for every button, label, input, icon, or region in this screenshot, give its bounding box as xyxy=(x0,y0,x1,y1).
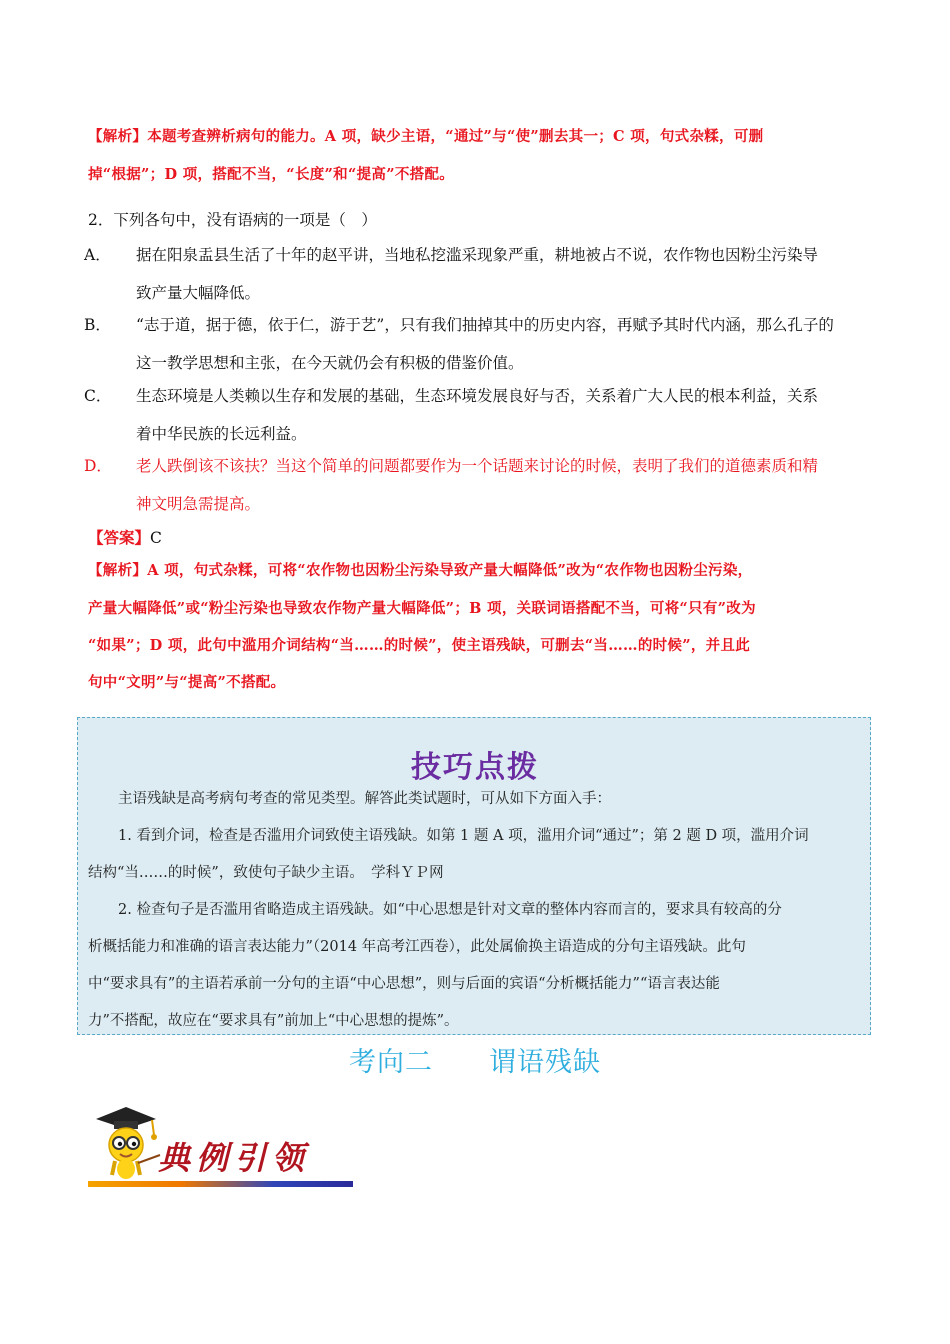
analysis-1-line-1: 【解析】本题考查辨析病句的能力。A 项，缺少主语，“通过”与“使”删去其一；C 项，句式杂糅，可删 xyxy=(88,128,764,145)
analysis-2-line-4: 句中“文明”与“提高”不搭配。 xyxy=(88,674,286,691)
answer-value: C xyxy=(150,529,162,547)
section-number: 考向二 xyxy=(349,1047,433,1078)
analysis-tag: 【解析】 xyxy=(88,129,148,145)
option-a: A． 据在阳泉盂县生活了十年的赵平讲，当地私挖滥采现象严重，耕地被占不说，农作物也因粉尘污染导 致产量大幅降低。 xyxy=(84,246,819,302)
section-heading xyxy=(0,1040,950,1079)
tips-point-2-line-3: 中“要求具有”的主语若承前一分句的主语“中心思想”，则与后面的宾语“分析概括能力”“语言表达能 xyxy=(88,976,720,992)
typical-example-logo xyxy=(88,1105,358,1191)
analysis-2-line-2: 产量大幅降低”或“粉尘污染也导致农作物产量大幅降低”；B 项，关联词语搭配不当，可将“只有”改为 xyxy=(88,600,756,617)
tips-intro: 主语残缺是高考病句考查的常见类型。解答此类试题时，可从如下方面入手： xyxy=(118,791,611,807)
tips-point-2-line-2: 析概括能力和准确的语言表达能力”（2014 年高考江西卷），此处属偷换主语造成的分句主语残缺。此句 xyxy=(88,939,746,955)
tips-point-2-line-1: 2. 检查句子是否滥用省略造成主语残缺。如“中心思想是针对文章的整体内容而言的，要求具有较高的分 xyxy=(118,902,782,918)
option-c: C． 生态环境是人类赖以生存和发展的基础，生态环境发展良好与否，关系着广大人民的根本利益，关系 着中华民族的长远利益。 xyxy=(84,387,819,443)
logo-text: 典例引领 xyxy=(158,1139,311,1177)
question-stem: 2．下列各句中，没有语病的一项是（ ） xyxy=(88,211,377,229)
tips-point-2-line-4: 力”不搭配，故应在“要求具有”前加上“中心思想的提炼”。 xyxy=(88,1013,459,1029)
analysis-2-line-1: 【解析】A 项，句式杂糅，可将“农作物也因粉尘污染导致产量大幅降低”改为“农作物也因粉尘污染， xyxy=(88,562,753,579)
analysis-block-2 xyxy=(88,552,868,701)
tips-point-1-line-2: 结构“当……的时候”，致使句子缺少主语。 学科ＹＰ网 xyxy=(88,865,444,881)
option-d: D． 老人跌倒该不该扶？当这个简单的问题都要作为一个话题来讨论的时候，表明了我们的道德素质和精 神文明急需提高。 xyxy=(84,457,819,513)
answer-tag: 【答案】 xyxy=(88,529,151,547)
logo-underline xyxy=(88,1181,353,1187)
analysis-tag: 【解析】 xyxy=(88,563,148,579)
tips-title: 技巧点拨 xyxy=(411,750,539,785)
section-topic: 谓语残缺 xyxy=(489,1047,601,1078)
tips-point-1-line-1: 1. 看到介词，检查是否滥用介词致使主语残缺。如第 1 题 A 项，滥用介词“通过”；第 2 题 D 项，滥用介词 xyxy=(118,828,809,844)
graduate-mascot-icon xyxy=(88,1105,164,1185)
analysis-block-1 xyxy=(88,118,868,193)
tips-box xyxy=(77,717,871,1035)
analysis-1-line-2: 掉“根据”；D 项，搭配不当，“长度”和“提高”不搭配。 xyxy=(88,166,455,183)
analysis-2-line-3: “如果”；D 项，此句中滥用介词结构“当……的时候”，使主语残缺，可删去“当……的时候”，并且此 xyxy=(88,637,751,654)
answer-line xyxy=(88,526,162,550)
option-b: B． “志于道，据于德，依于仁，游于艺”，只有我们抽掉其中的历史内容，再赋予其时代内涵，那么孔子的 这一教学思想和主张，在今天就仍会有积极的借鉴价值。 xyxy=(84,316,834,372)
tips-body xyxy=(88,781,866,1040)
